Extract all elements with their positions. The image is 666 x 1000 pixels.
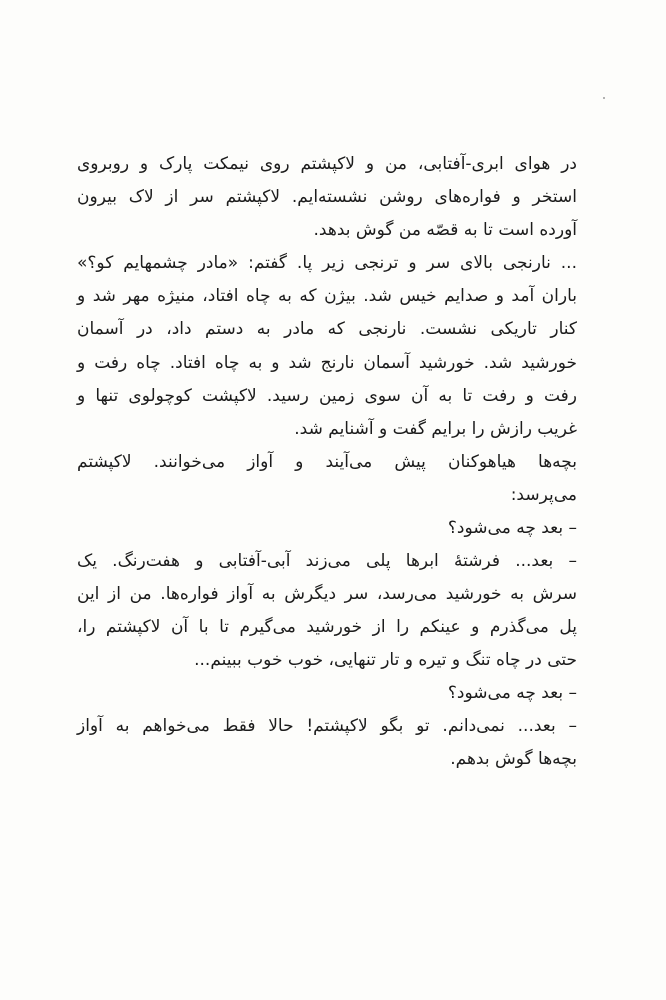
- text-line: می‌پرسد:: [510, 485, 577, 505]
- text-line: غریب رازش را برایم گفت و آشنایم شد.: [294, 419, 577, 439]
- text-line: کنار تاریکی نشست. نارنجی که مادر به دستم داد، در آسمان: [77, 319, 577, 339]
- text-line: بچه‌ها گوش بدهم.: [450, 749, 577, 769]
- text-line: – بعد چه می‌شود؟: [447, 518, 577, 538]
- text-line: آورده است تا به قصّه من گوش بدهد.: [313, 220, 577, 240]
- text-line: بچه‌ها هیاهوکنان پیش می‌آیند و آواز می‌خوانند. لاکپشتم: [77, 452, 577, 472]
- text-line: خورشید شد. خورشید آسمان نارنج شد و به چاه افتاد. چاه رفت و: [77, 353, 577, 373]
- text-line: سرش به خورشید می‌رسد، سر دیگرش به آواز فواره‌ها. من از این: [77, 584, 577, 604]
- text-line: پل می‌گذرم و عینکم را از خورشید می‌گیرم تا با آن لاکپشتم را،: [77, 617, 577, 637]
- text-line: رفت و رفت تا به آن سوی زمین رسید. لاکپشت کوچولوی تنها و: [77, 386, 577, 406]
- text-line: در هوای ابری-آفتابی، من و لاکپشتم روی نیمکت پارک و روبروی: [77, 154, 577, 174]
- text-line: – بعد چه می‌شود؟: [447, 683, 577, 703]
- text-line: – بعد... فرشتهٔ ابرها پلی می‌زند آبی-آفتابی و هفت‌رنگ. یک: [77, 551, 577, 571]
- text-line: باران آمد و صدایم خیس شد. بیژن که به چاه افتاد، منیژه مهر شد و: [77, 286, 577, 306]
- text-line: – بعد... نمی‌دانم. تو بگو لاکپشتم! حالا فقط می‌خواهم به آواز: [77, 716, 577, 736]
- text-line: استخر و فواره‌های روشن نشسته‌ایم. لاکپشتم سر از لاک بیرون: [77, 187, 577, 207]
- text-line: ... نارنجی بالای سر و ترنجی زیر پا. گفتم: «مادر چشمهایم کو؟»: [77, 253, 577, 273]
- text-line: حتی در چاه تنگ و تیره و تار تنهایی، خوب خوب ببینم...: [194, 650, 577, 670]
